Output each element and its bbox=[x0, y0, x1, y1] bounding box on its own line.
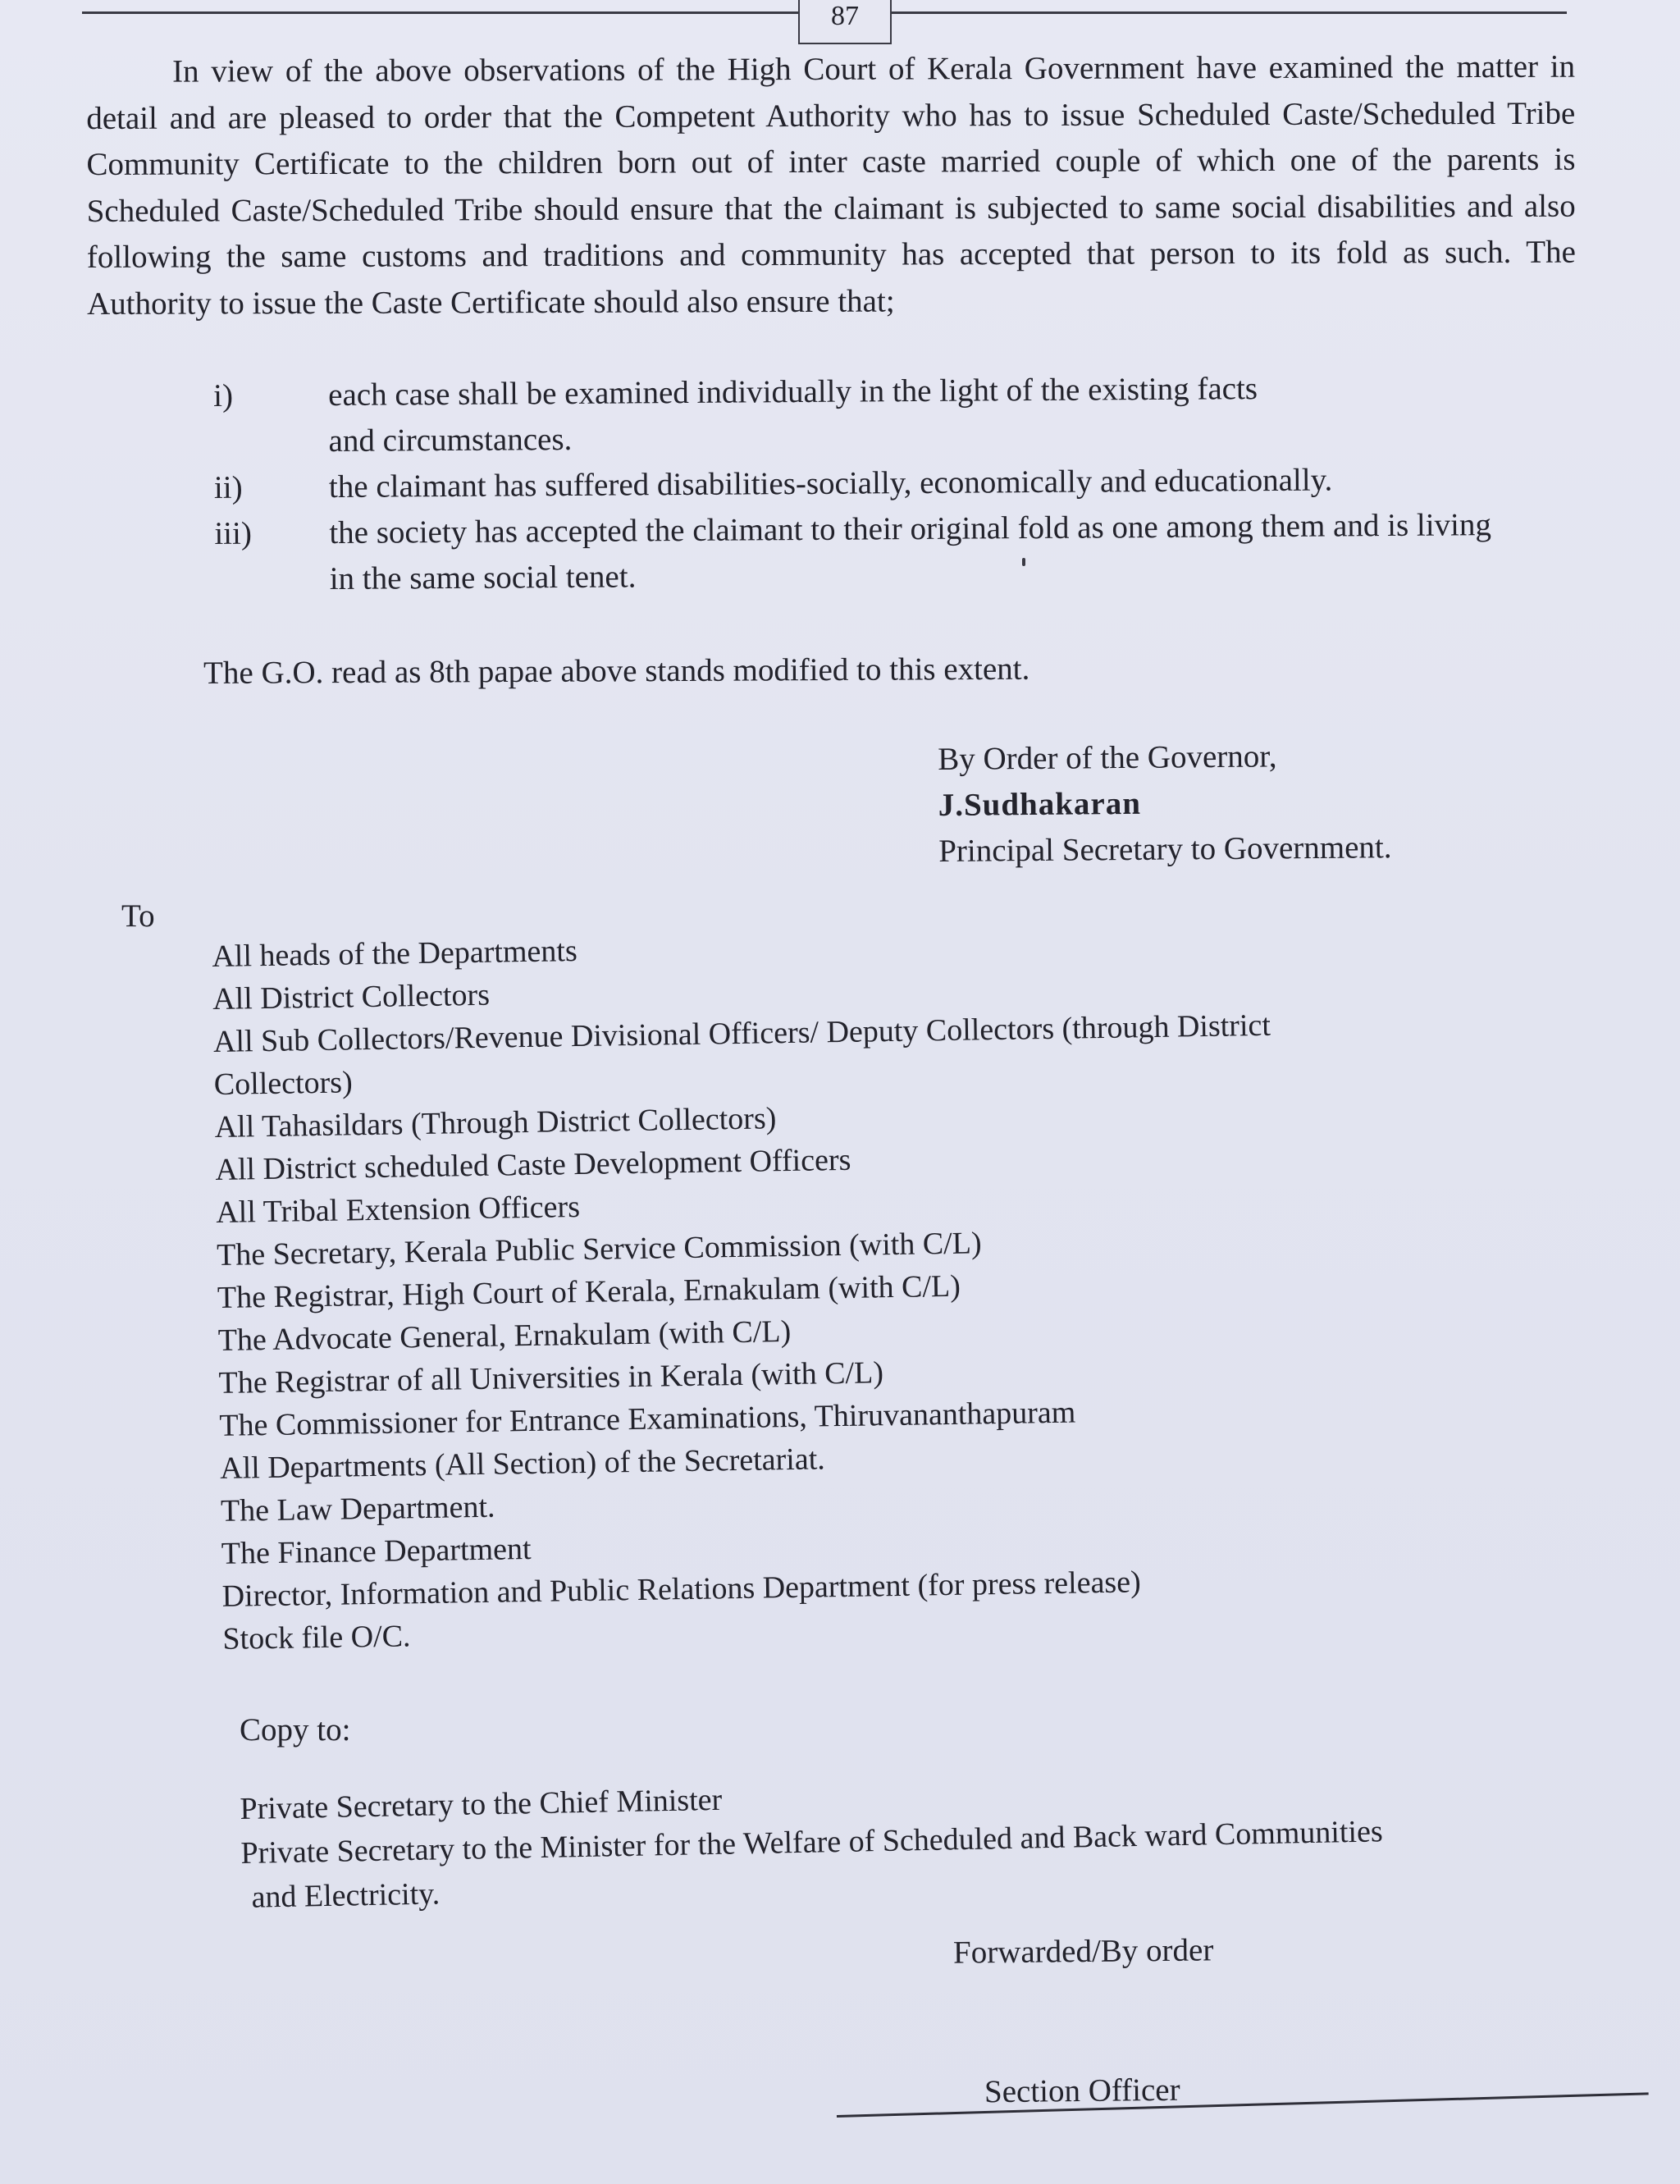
copy-to-item: and Electricity. bbox=[251, 1876, 441, 1915]
recipient-item: All District scheduled Caste Development Officers bbox=[215, 1142, 851, 1187]
recipient-item: All Tahasildars (Through District Collectors) bbox=[214, 1101, 777, 1145]
condition-item bbox=[213, 363, 1576, 465]
condition-text-line: each case shall be examined individually in the light of the existing facts bbox=[328, 371, 1258, 413]
recipient-item: All Departments (All Section) of the Secretariat. bbox=[219, 1442, 826, 1486]
to-label: To bbox=[121, 898, 155, 934]
ink-mark bbox=[1022, 558, 1025, 566]
recipient-item: All District Collectors bbox=[212, 977, 491, 1017]
recipients-list bbox=[212, 917, 1372, 1661]
condition-number: iii) bbox=[214, 515, 253, 551]
copy-to-list bbox=[240, 1762, 1522, 1920]
recipient-item: The Registrar, High Court of Kerala, Ernakulam (with C/L) bbox=[217, 1268, 961, 1315]
condition-text bbox=[329, 501, 1577, 602]
recipient-item: The Commissioner for Entrance Examinations, Thiruvananthapuram bbox=[219, 1395, 1076, 1443]
condition-text-line: and circumstances. bbox=[328, 421, 573, 459]
condition-text: the claimant has suffered disabilities-socially, economically and educationally. bbox=[328, 462, 1333, 505]
signatory-designation: Principal Secretary to Government. bbox=[938, 829, 1392, 869]
recipient-item: The Secretary, Kerala Public Service Commission (with C/L) bbox=[216, 1226, 982, 1272]
conditions-list bbox=[213, 363, 1577, 603]
copy-to-item: Private Secretary to the Chief Minister bbox=[240, 1782, 723, 1826]
recipient-item: All Tribal Extension Officers bbox=[215, 1189, 581, 1230]
recipient-item: Director, Information and Public Relations Department (for press release) bbox=[221, 1565, 1142, 1614]
section-officer: Section Officer bbox=[984, 2072, 1180, 2110]
go-modified-note: The G.O. read as 8th papae above stands modified to this extent. bbox=[203, 651, 1030, 691]
recipient-item: Stock file O/C. bbox=[222, 1619, 411, 1656]
condition-number: i) bbox=[213, 377, 234, 413]
copy-to-item: Private Secretary to the Minister for the Welfare of Scheduled and Back ward Communities bbox=[240, 1814, 1384, 1871]
forwarded-by-order: Forwarded/By order bbox=[952, 1932, 1214, 1971]
condition-text-line: the society has accepted the claimant to their original fold as one among them and is living bbox=[329, 507, 1492, 551]
condition-text bbox=[328, 363, 1576, 464]
condition-item bbox=[214, 501, 1577, 603]
signature-order-line: By Order of the Governor, bbox=[938, 738, 1277, 777]
bottom-rule bbox=[837, 2092, 1649, 2118]
copy-to-label: Copy to: bbox=[240, 1712, 351, 1748]
condition-text-line: in the same social tenet. bbox=[329, 559, 637, 597]
recipient-item: All heads of the Departments bbox=[212, 934, 578, 974]
condition-number: ii) bbox=[213, 469, 243, 505]
page-number: 87 bbox=[798, 0, 892, 44]
signature-block bbox=[938, 733, 1392, 875]
intro-paragraph: In view of the above observations of the High Court of Kerala Government have examined the matter in detail and are pleased to order that the Competent Authority who has to issue Scheduled Caste/Scheduled Tribe Community Certificate to the children born out of inter caste married couple of which one of the parents is Scheduled Caste/Scheduled Tribe should ensure that the claimant is subjected to same social disabilities and also following the same customs and traditions and community has accepted that person to its fold as such. The Authority to issue the Caste Certificate should also ensure that; bbox=[86, 48, 1576, 322]
recipient-item: All Sub Collectors/Revenue Divisional Officers/ Deputy Collectors (through District bbox=[212, 1007, 1271, 1059]
recipient-item: The Registrar of all Universities in Kerala (with C/L) bbox=[218, 1355, 884, 1400]
recipient-item: The Law Department. bbox=[220, 1489, 495, 1528]
signatory-name: J.Sudhakaran bbox=[938, 785, 1142, 823]
recipient-item: The Finance Department bbox=[221, 1531, 532, 1571]
recipient-item: The Advocate General, Ernakulam (with C/L) bbox=[217, 1314, 792, 1358]
recipient-item: Collectors) bbox=[213, 1065, 354, 1102]
